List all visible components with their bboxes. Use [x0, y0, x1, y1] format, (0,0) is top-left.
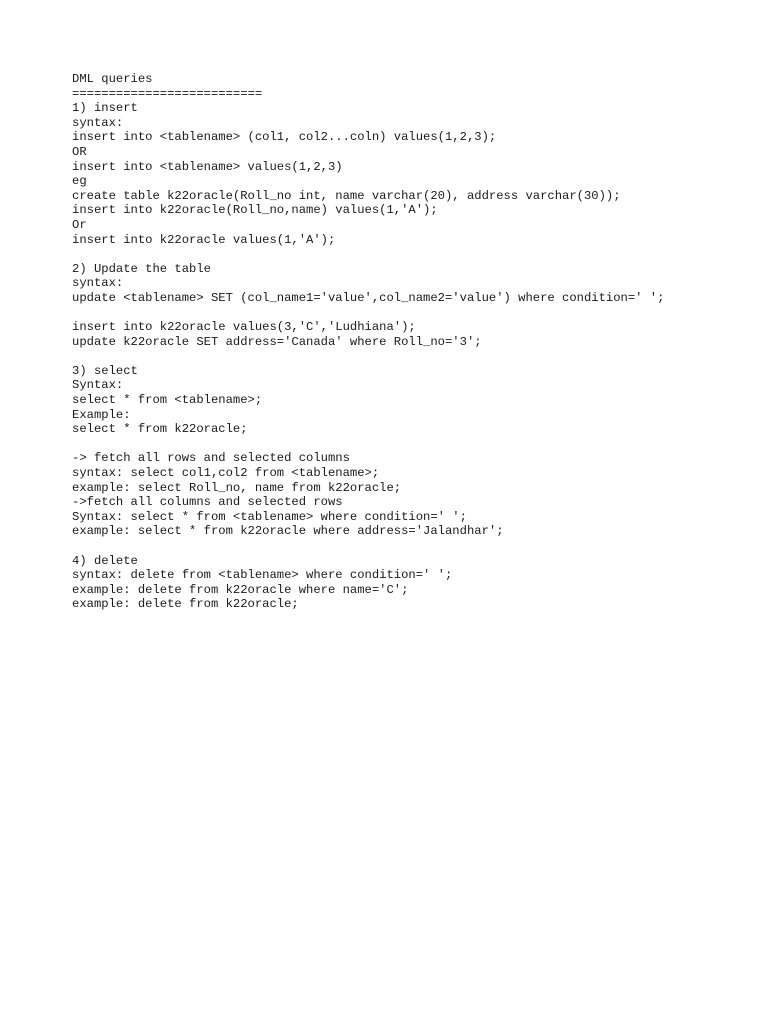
text-line: ->fetch all columns and selected rows: [72, 495, 343, 510]
text-line: syntax: select col1,col2 from <tablename>;: [72, 466, 380, 481]
text-line: example: delete from k22oracle;: [72, 597, 299, 612]
section-heading-update: 2) Update the table: [72, 261, 211, 276]
text-line: insert into k22oracle(Roll_no,name) values(1,'A');: [72, 203, 438, 218]
text-line: update <tablename> SET (col_name1='value',col_name2='value') where condition=' ';: [72, 290, 665, 305]
blank-line: [72, 539, 752, 554]
text-line: -> fetch all rows and selected columns: [72, 451, 350, 466]
blank-line: [72, 247, 752, 262]
text-line: example: select Roll_no, name from k22oracle;: [72, 480, 402, 495]
blank-line: [72, 306, 752, 321]
text-line: example: delete from k22oracle where name='C';: [72, 582, 409, 597]
text-line: insert into <tablename> (col1, col2...coln) values(1,2,3);: [72, 130, 497, 145]
text-line: Or: [72, 217, 87, 232]
text-line: syntax: delete from <tablename> where condition=' ';: [72, 568, 453, 583]
text-line: update k22oracle SET address='Canada' where Roll_no='3';: [72, 334, 482, 349]
text-line: insert into <tablename> values(1,2,3): [72, 159, 343, 174]
text-line: insert into k22oracle values(3,'C','Ludhiana');: [72, 320, 416, 335]
blank-line: [72, 437, 752, 452]
text-line: eg: [72, 174, 87, 189]
section-heading-delete: 4) delete: [72, 553, 138, 568]
text-line: Syntax:: [72, 378, 124, 393]
section-heading-select: 3) select: [72, 363, 138, 378]
text-line: insert into k22oracle values(1,'A');: [72, 232, 336, 247]
doc-title: DML queries: [72, 72, 153, 86]
text-line: select * from <tablename>;: [72, 393, 263, 408]
document-page: [72, 72, 752, 612]
text-line: Example:: [72, 407, 131, 422]
text-line: syntax:: [72, 276, 124, 291]
text-line: create table k22oracle(Roll_no int, name varchar(20), address varchar(30));: [72, 188, 621, 203]
text-line: syntax:: [72, 115, 124, 130]
text-line: Syntax: select * from <tablename> where condition=' ';: [72, 509, 467, 524]
title-underline: ==========================: [72, 86, 263, 101]
text-line: OR: [72, 144, 87, 159]
section-heading-insert: 1) insert: [72, 101, 138, 116]
text-line: example: select * from k22oracle where address='Jalandhar';: [72, 524, 504, 539]
text-line: select * from k22oracle;: [72, 422, 248, 437]
blank-line: [72, 349, 752, 364]
